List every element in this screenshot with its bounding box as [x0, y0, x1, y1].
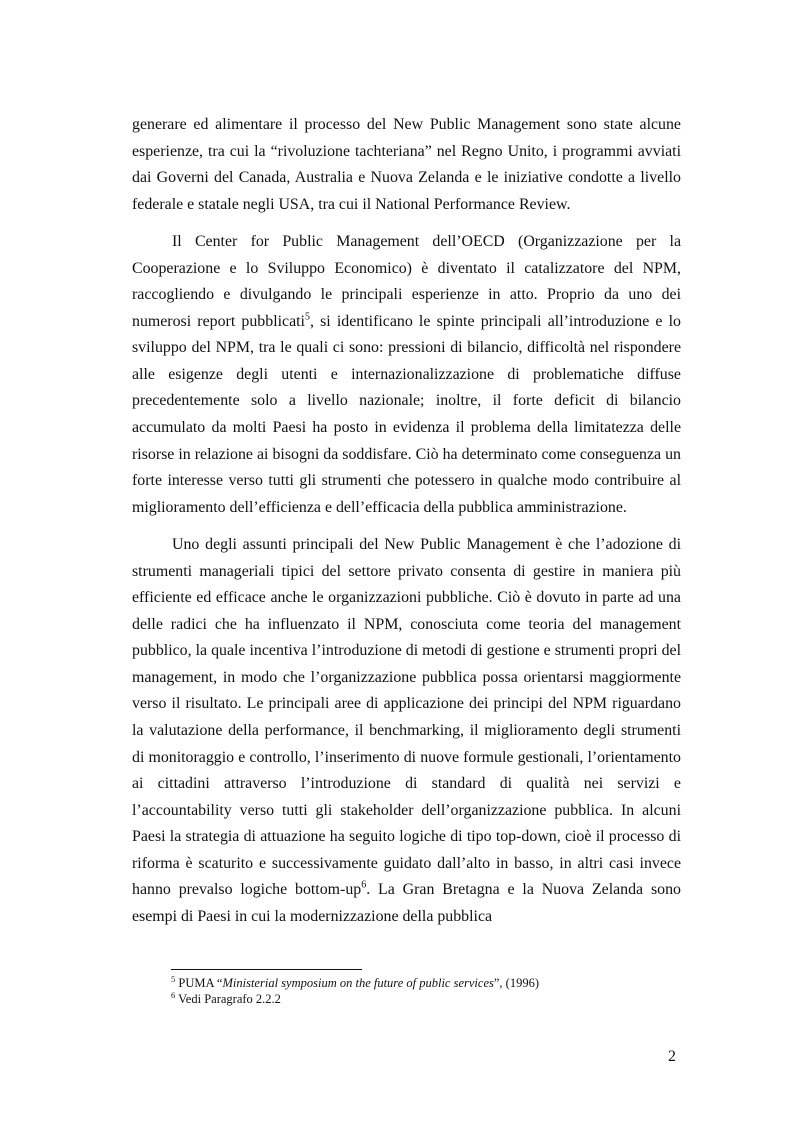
paragraph-3	[132, 532, 681, 930]
footnote-prefix: PUMA “	[178, 976, 223, 990]
footnote-suffix: ”, (1996)	[493, 976, 539, 990]
footnote-ref-5[interactable]: 5	[304, 311, 310, 323]
paragraph-2	[132, 229, 681, 521]
paragraph-3-text-before-ref: Uno degli assunti principali del New Public Management è che l’adozione di strumenti manageriali tipici del settore privato consenta di gestire in maniera più efficiente ed efficace anche le organizzazioni pubbliche. Ciò è dovuto in parte ad una delle radici che ha influenzato il NPM, conosciuta come teoria del management pubblico, la quale incentiva l’introduzione di metodi di gestione e strumenti propri del management, in modo che l’organizzazione pubblica possa orientarsi maggiormente verso il risultato. Le principali aree di applicazione dei principi del NPM riguardano la valutazione della performance, il benchmarking, il miglioramento degli strumenti di monitoraggio e controllo, l’inserimento di nuove formule gestionali, l’orientamento ai cittadini attraverso l’introduzione di standard di qualità nei servizi e l’accountability verso tutti gli stakeholder dell’organizzazione pubblica. In alcuni Paesi la strategia di attuazione ha seguito logiche di tipo top-down, cioè il processo di riforma è scaturito e successivamente guidato dall’alto in basso, in altri casi invece hanno prevalso logiche bottom-up	[132, 536, 681, 899]
body-text	[132, 112, 681, 941]
footnote-6	[171, 991, 691, 1007]
page-number: 2	[668, 1048, 676, 1065]
footnote-number: 6	[171, 989, 176, 1000]
footnote-ref-6[interactable]: 6	[361, 880, 367, 892]
footnotes	[171, 975, 691, 1007]
paragraph-3-text-after-ref: . La Gran Bretagna e la Nuova Zelanda sono esempi di Paesi in cui la modernizzazione della pubblica	[132, 881, 681, 925]
footnote-5	[171, 975, 691, 991]
paragraph-1-text: generare ed alimentare il processo del New Public Management sono state alcune esperienze, tra cui la “rivoluzione tachteriana” nel Regno Unito, i programmi avviati dai Governi del Canada, Australia e Nuova Zelanda e le iniziative condotte a livello federale e statale negli USA, tra cui il National Performance Review.	[132, 116, 681, 213]
paragraph-2-text-after-ref: , si identificano le spinte principali all’introduzione e lo sviluppo del NPM, tra le quali ci sono: pressioni di bilancio, difficoltà nel rispondere alle esigenze degli utenti e internazionalizzazione di problematiche diffuse precedentemente solo a livello nazionale; inoltre, il forte deficit di bilancio accumulato da molti Paesi ha posto in evidenza il problema della limitatezza delle risorse in relazione ai bisogni da soddisfare. Ciò ha determinato come conseguenza un forte interesse verso tutti gli strumenti che potessero in qualche modo contribuire al miglioramento dell’efficienza e dell’efficacia della pubblica amministrazione.	[132, 312, 681, 516]
paragraph-2-text-before-ref: Il Center for Public Management dell’OECD (Organizzazione per la Cooperazione e lo Sviluppo Economico) è diventato il catalizzatore del NPM, raccogliendo e divulgando le principali esperienze in atto. Proprio da uno dei numerosi report pubblicati	[132, 233, 681, 330]
paragraph-1	[132, 112, 681, 218]
footnote-title: Ministerial symposium on the future of public services	[222, 976, 494, 990]
footnote-separator	[171, 969, 362, 970]
footnote-text: Vedi Paragrafo 2.2.2	[178, 992, 281, 1006]
footnote-number: 5	[171, 973, 176, 984]
